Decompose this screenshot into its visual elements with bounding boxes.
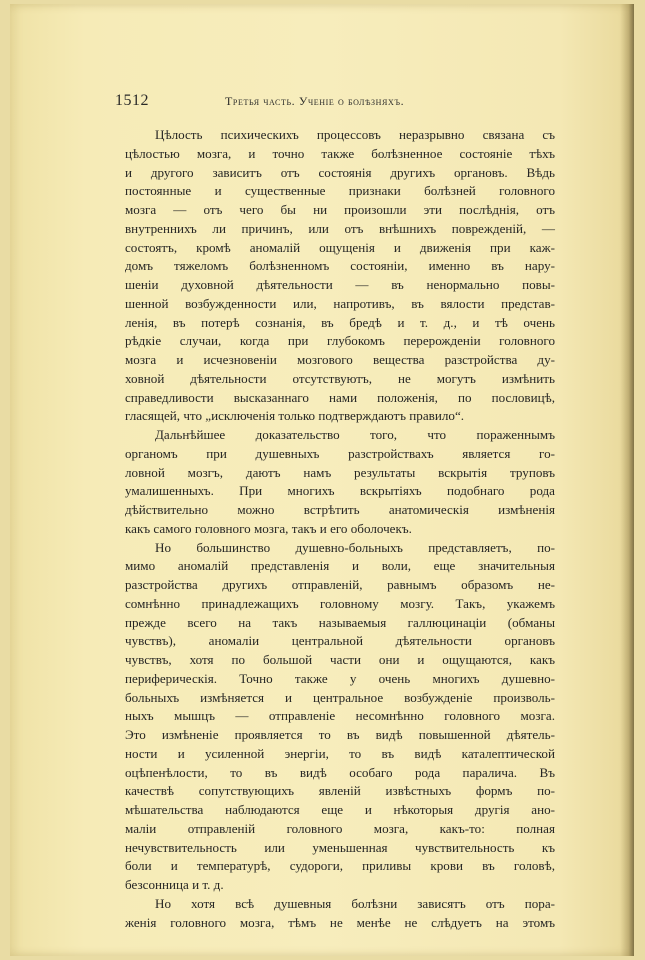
text-line: справедливости высказаннаго нами положенія, по пословицѣ, xyxy=(125,389,555,405)
text-line: чувствъ, хотя по большой части они и ощущаются, какъ xyxy=(125,652,555,667)
text-line: оцѣпенѣлости, то въ видѣ особаго рода паралича. Въ xyxy=(125,764,555,780)
text-line: ловной мозгъ, даютъ намъ результаты вскрытія труповъ xyxy=(125,464,555,480)
page-number: 1512 xyxy=(115,92,149,109)
text-line: мѣшательства наблюдаются еще и нѣкоторыя другія ано- xyxy=(125,802,555,817)
text-line: мозга и исчезновеніи мозгового вещества разстройства ду- xyxy=(125,352,555,367)
text-line: шеніи духовной дѣятельности — въ ненормально повы- xyxy=(125,277,555,292)
text-line: шенной возбужденности или, напротивъ, въ вялости представ- xyxy=(125,295,555,311)
text-line: прежде всего на такъ называемыя галлюцинаціи (обманы xyxy=(125,614,555,630)
running-title: Третья часть. Ученіе о болѣзняхъ. xyxy=(225,94,405,108)
text-line: нечувствительность или уменьшенная чувствительность къ xyxy=(125,839,555,855)
text-line: ныхъ мышцъ — отправленіе несомнѣнно головного мозга. xyxy=(125,708,555,724)
paragraph-first-line: Но большинство душевно-больныхъ представляетъ, по- xyxy=(155,539,555,555)
text-line: органомъ при душевныхъ разстройствахъ является го- xyxy=(125,445,555,461)
text-line: чувствъ), аномаліи центральной дѣятельности органовъ xyxy=(125,633,555,649)
text-line: ховной дѣятельности отсутствуютъ, не могутъ измѣнить xyxy=(125,370,555,386)
text-line: сомнѣнно принадлежащихъ головному мозгу. Такъ, укажемъ xyxy=(125,595,555,611)
book-page xyxy=(10,4,634,956)
text-line: дѣйствительно можно встрѣтить анатомическія измѣненія xyxy=(125,502,555,517)
text-line: гласящей, что „исключенія только подтверждаютъ правило“. xyxy=(125,408,465,424)
paragraph-first-line: Но хотя всѣ душевныя болѣзни зависятъ отъ пора- xyxy=(155,895,555,911)
text-line: цѣлостью мозга, и точно также болѣзненное состояніе тѣхъ xyxy=(125,145,555,161)
text-line: рѣдкіе случаи, когда при глубокомъ перерожденіи головного xyxy=(125,333,555,349)
text-line: периферическія. Точно также у очень многихъ душевно- xyxy=(125,670,555,686)
paragraph-first-line: Цѣлость психическихъ процессовъ неразрывно связана съ xyxy=(155,127,555,142)
text-line: какъ самого головного мозга, такъ и его оболочекъ. xyxy=(125,520,412,536)
text-line: мимо аномалій представленія и воли, еще значительныя xyxy=(125,558,555,574)
running-header xyxy=(115,92,555,114)
text-line: Это измѣненіе проявляется то въ видѣ повышенной дѣятель- xyxy=(125,727,555,742)
paragraph-first-line: Дальнѣйшее доказательство того, что пораженнымъ xyxy=(155,427,555,442)
text-line: домъ тяжеломъ болѣзненномъ состояніи, именно въ нару- xyxy=(125,258,555,274)
text-line: ленія, въ потерѣ сознанія, въ бредѣ и т. д., и тѣ очень xyxy=(125,314,555,330)
page-spine-shadow xyxy=(620,4,634,956)
text-line: безсонница и т. д. xyxy=(125,877,224,892)
text-line: качествѣ сопутствующихъ явленій извѣстныхъ формъ по- xyxy=(125,783,555,799)
text-line: и другого зависитъ отъ состоянія другихъ органовъ. Вѣдь xyxy=(125,164,555,180)
text-line: разстройства другихъ отправленій, равнымъ образомъ не- xyxy=(125,577,555,592)
text-line: боли и температурѣ, судороги, приливы крови въ головѣ, xyxy=(125,858,555,874)
text-line: женія головного мозга, тѣмъ не менѣе не слѣдуетъ на этомъ xyxy=(125,914,555,930)
text-line: маліи отправленій головного мозга, какъ-то: полная xyxy=(125,820,555,836)
text-line: постоянные и существенные признаки болѣзней головного xyxy=(125,183,555,199)
text-line: ности и усиленной энергіи, то въ видѣ каталептической xyxy=(125,745,555,761)
text-line: умалишенныхъ. При многихъ вскрытіяхъ подобнаго рода xyxy=(125,483,555,499)
text-line: больныхъ измѣняется и центральное возбужденіе произволь- xyxy=(125,689,555,705)
text-line: состоятъ, кромѣ аномалій ощущенія и движенія при каж- xyxy=(125,239,555,255)
text-line: мозга — отъ чего бы ни произошли эти послѣднія, отъ xyxy=(125,202,555,217)
body-text xyxy=(125,126,555,932)
text-line: внутреннихъ ли причинъ, или отъ внѣшнихъ поврежденій, — xyxy=(125,220,555,236)
